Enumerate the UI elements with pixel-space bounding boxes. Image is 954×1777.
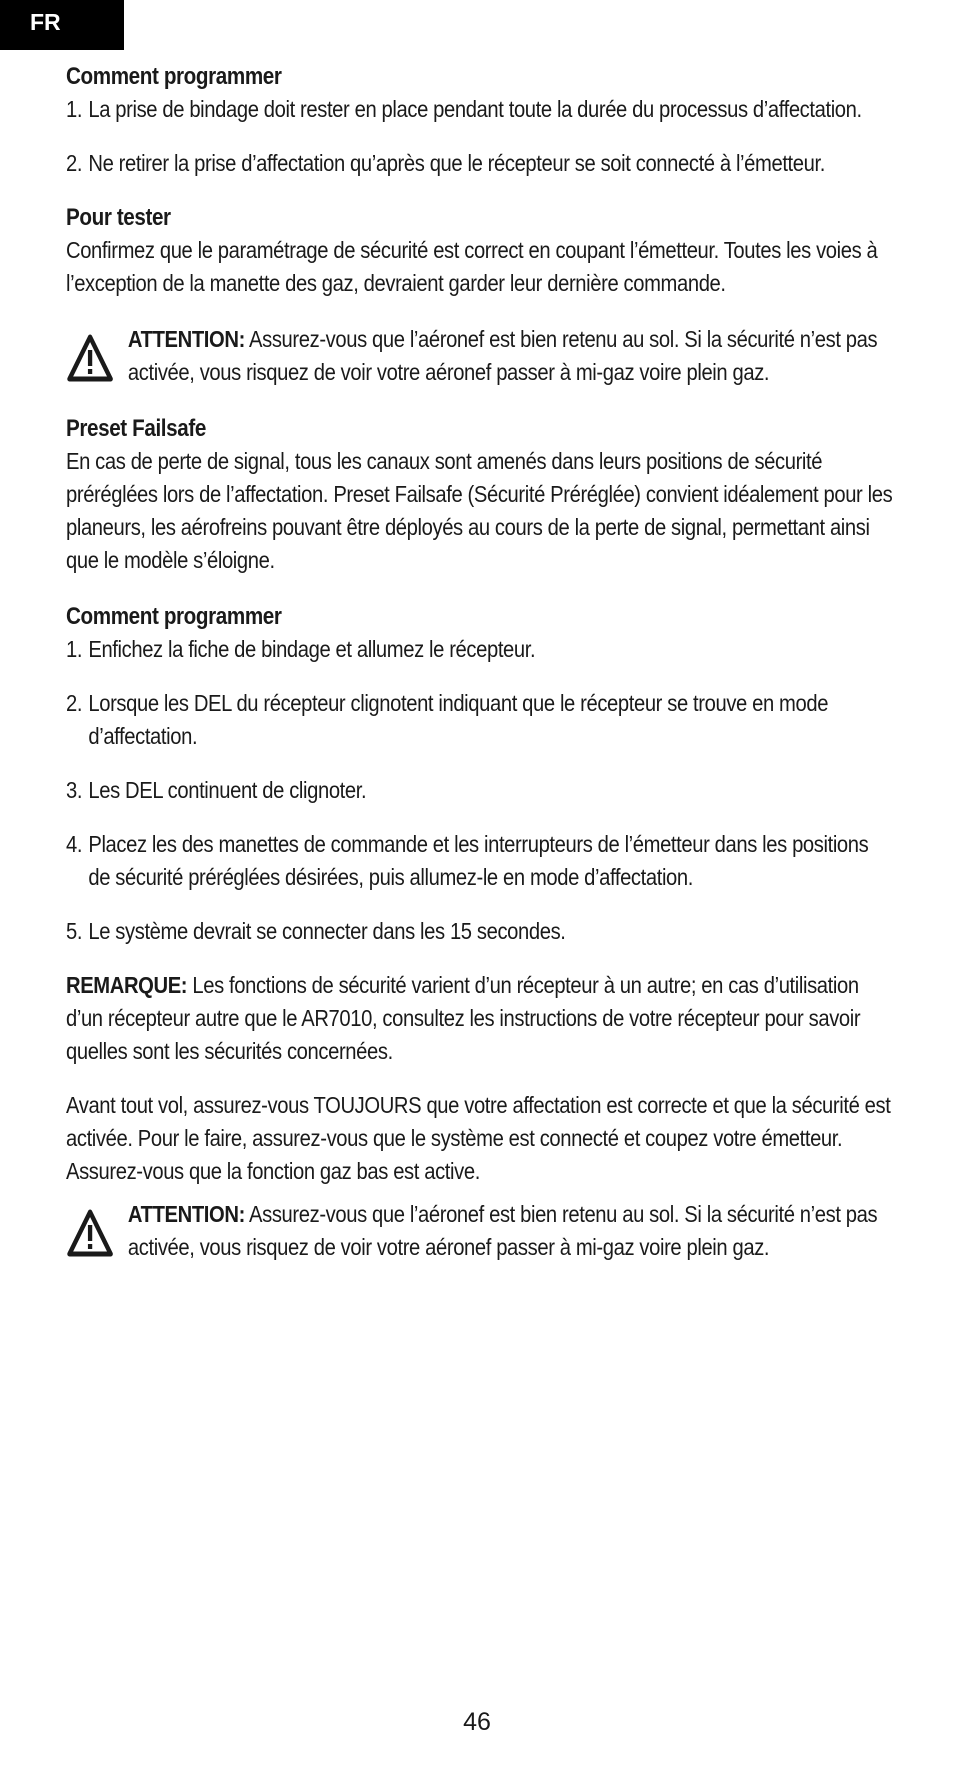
section-body-pour-tester: Confirmez que le paramétrage de sécurité est correct en coupant l’émetteur. Toutes les voies à l’exception de la manette des gaz, devraient garder leur dernière commande.	[66, 237, 878, 296]
warning-triangle-icon	[66, 333, 114, 383]
warning-label: ATTENTION:	[127, 326, 245, 352]
before-flight-paragraph: Avant tout vol, assurez-vous TOUJOURS que votre affectation est correcte et que la sécurité est activée. Pour le faire, assurez-vous que le système est connecté et coupez votre émetteur. Assurez-vous que la fonction gaz bas est active.	[66, 1092, 891, 1184]
list-item	[66, 915, 893, 948]
page-content	[66, 60, 893, 1264]
warning-triangle-icon	[66, 1208, 114, 1258]
list-item	[66, 633, 893, 666]
language-code: FR	[30, 9, 61, 35]
list-item	[66, 687, 893, 753]
section-title-comment-programmer-2: Comment programmer	[66, 603, 282, 630]
list-text: Les DEL continuent de clignoter.	[88, 777, 367, 803]
steps-list-1	[66, 93, 893, 180]
steps-list-2	[66, 633, 893, 948]
warning-text: Assurez-vous que l’aéronef est bien retenu au sol. Si la sécurité n’est pas activée, vous risquez de voir votre aéronef passer à mi-gaz voire plein gaz.	[127, 326, 878, 385]
list-number: 5.	[66, 918, 83, 944]
list-text: La prise de bindage doit rester en place pendant toute la durée du processus d’affectation.	[88, 96, 862, 122]
list-text: Lorsque les DEL du récepteur clignotent indiquant que le récepteur se trouve en mode d’affectation.	[88, 690, 829, 749]
note-text: Les fonctions de sécurité varient d’un récepteur à un autre; en cas d’utilisation d’un récepteur autre que le AR7010, consultez les instructions de votre récepteur pour savoir quelles sont les sécurités concernées.	[66, 972, 861, 1064]
list-text: Placez les des manettes de commande et les interrupteurs de l’émetteur dans les positions de sécurité préréglées désirées, puis allumez-le en mode d’affectation.	[88, 831, 869, 890]
section-title-comment-programmer-1: Comment programmer	[66, 63, 282, 90]
warning-block-2	[66, 1198, 893, 1264]
list-number: 2.	[66, 690, 83, 716]
note-label: REMARQUE:	[66, 972, 188, 998]
section-body-preset-failsafe: En cas de perte de signal, tous les canaux sont amenés dans leurs positions de sécurité préréglées lors de l’affectation. Preset Failsafe (Sécurité Préréglée) convient idéalement pour les planeurs, les aérofreins pouvant être déployés au cours de la perte de signal, permettant ainsi que le modèle s’éloigne.	[66, 448, 893, 573]
list-text: Ne retirer la prise d’affectation qu’après que le récepteur se soit connecté à l’émetteur.	[88, 150, 825, 176]
warning-text: Assurez-vous que l’aéronef est bien retenu au sol. Si la sécurité n’est pas activée, vous risquez de voir votre aéronef passer à mi-gaz voire plein gaz.	[127, 1201, 878, 1260]
note-paragraph	[66, 969, 893, 1068]
warning-label: ATTENTION:	[127, 1201, 245, 1227]
list-number: 3.	[66, 777, 83, 803]
warning-block-1	[66, 323, 893, 389]
list-text: Le système devrait se connecter dans les 15 secondes.	[88, 918, 566, 944]
list-item	[66, 774, 893, 807]
list-item	[66, 93, 893, 126]
list-number: 1.	[66, 636, 83, 662]
list-number: 2.	[66, 150, 83, 176]
list-number: 1.	[66, 96, 83, 122]
list-text: Enfichez la fiche de bindage et allumez le récepteur.	[88, 636, 536, 662]
section-title-pour-tester: Pour tester	[66, 204, 171, 231]
page-number: 46	[463, 1708, 491, 1736]
list-item	[66, 828, 893, 894]
section-title-preset-failsafe: Preset Failsafe	[66, 415, 206, 442]
list-number: 4.	[66, 831, 83, 857]
language-tab	[0, 0, 124, 50]
list-item	[66, 147, 893, 180]
